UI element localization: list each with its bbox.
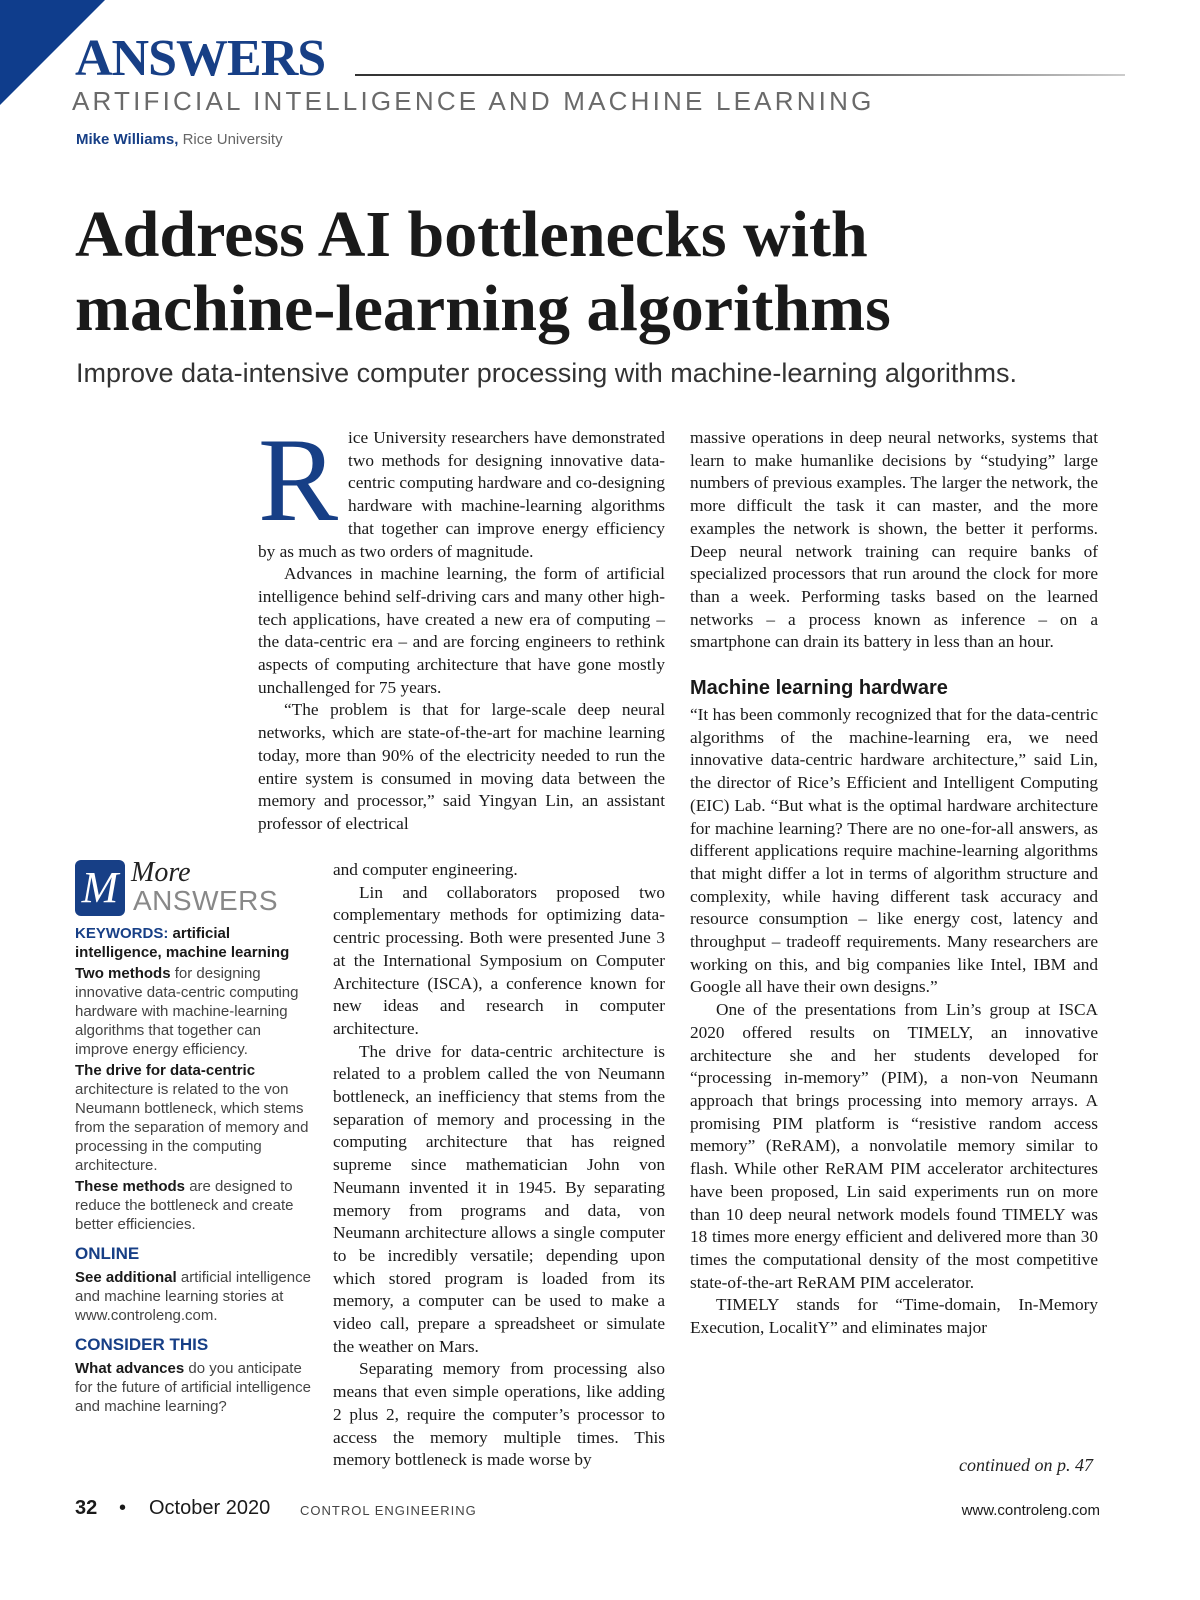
header-rule bbox=[355, 74, 1125, 76]
article-paragraph: Rice University researchers have demonstrated two methods for designing innovative data-centric computing hardware and co-designing hardware with machine-learning algorithms that together can improve energy efficiency by as much as two orders of magnitude. bbox=[258, 413, 665, 561]
drop-cap: R bbox=[258, 413, 339, 546]
article-paragraph: The drive for data-centric architecture is related to a problem called the von Neumann bottleneck, an inefficiency that stems from the separation of memory and processing in the computing architecture that has reigned supreme since mathematician John von Neumann invented it in 1945. By separating memory from programs and data, von Neumann architecture allows a single computer to be incredibly versatile; depending upon which stored program is loaded from its memory, a computer can be used to make a video call, prepare a spreadsheet or simulate the weather on Mars. bbox=[333, 1041, 665, 1356]
article-paragraph: Advances in machine learning, the form of artificial intelligence behind self-driving cars and many other high-tech applications, have created a new era of computing – the data-centric era – and are forcing engineers to rethink aspects of computing architecture that have gone mostly unchallenged for 75 years. bbox=[258, 564, 665, 697]
keywords bbox=[75, 924, 315, 962]
article-paragraph: massive operations in deep neural networks, systems that learn to make humanlike decisions by “studying” large numbers of previous examples. The larger the network, the more difficult the task it can master, and the more examples the network is shown, the better it performs. Deep neural network training can require banks of specialized processors that run around the clock for more than a week. Performing tasks based on the learned networks – a process known as inference – on a smartphone can drain its battery in less than an hour. bbox=[690, 428, 1098, 652]
subheading: Machine learning hardware bbox=[690, 677, 948, 700]
article-headline: Address AI bottlenecks with machine-learning algorithms bbox=[75, 198, 891, 345]
continued-link[interactable]: continued on p. 47 bbox=[959, 1455, 1093, 1475]
footer-bullet: • bbox=[119, 1497, 127, 1519]
key-point: The drive for data-centric architecture is related to the von Neumann bottleneck, which stems from the separation of memory and processing in the computing architecture. bbox=[75, 1062, 309, 1174]
article-paragraph: and computer engineering. bbox=[333, 860, 518, 879]
logo-answers-text: ANSWERS bbox=[133, 885, 279, 916]
key-point: These methods are designed to reduce the bottleneck and create better efficiencies. bbox=[75, 1178, 294, 1233]
article-paragraph: TIMELY stands for “Time-domain, In-Memory Execution, LocalitY” and eliminates major bbox=[690, 1295, 1098, 1338]
author-name: Mike Williams, bbox=[76, 131, 179, 148]
article-paragraph: Lin and collaborators proposed two complementary methods for optimizing data-centric processing. Both were presented June 3 at the International Symposium on Computer Architecture (ISCA), a conference known for new ideas and research in computer architecture. bbox=[333, 882, 665, 1038]
article-paragraph: “The problem is that for large-scale deep neural networks, which are state-of-the-art for machine learning today, more than 90% of the electricity needed to run the entire system is consumed in moving data between the memory and processor,” said Yingyan Lin, an assistant professor of electrical bbox=[258, 700, 665, 833]
m-logo-icon: M bbox=[75, 860, 125, 916]
more-answers-sidebar bbox=[75, 858, 315, 1418]
issue-date: October 2020 bbox=[149, 1497, 271, 1519]
section-label: ANSWERS bbox=[75, 30, 326, 87]
logo-more-text: More bbox=[131, 857, 191, 888]
keywords-label: KEYWORDS: bbox=[75, 925, 169, 942]
article-column-2 bbox=[690, 427, 1098, 1340]
page-number: 32 bbox=[75, 1497, 98, 1519]
article-paragraph: Separating memory from processing also means that even simple operations, like adding 2 plus 2, require the computer’s processor to access the memory multiple times. This memory bottleneck is made worse by bbox=[333, 1359, 665, 1470]
consider-text: What advances do you anticipate for the future of artificial intelligence and machine learning? bbox=[75, 1360, 311, 1415]
consider-heading: CONSIDER THIS bbox=[75, 1335, 209, 1354]
more-answers-logo bbox=[75, 858, 315, 918]
article-paragraph: One of the presentations from Lin’s group at ISCA 2020 offered results on TIMELY, an innovative architecture she and her students developed for “processing in-memory” (PIM), a non-von Neumann approach that brings processing into memory arrays. A promising PIM platform is “resistive random access memory” (ReRAM), a nonvolatile memory similar to flash. While other ReRAM PIM accelerator architectures have been proposed, Lin said experiments run on more than 10 deep neural network models found TIMELY was 18 times more energy efficient and delivered more than 30 times the computational density of the most competitive state-of-the-art ReRAM PIM accelerator. bbox=[690, 1000, 1098, 1292]
section-title: ARTIFICIAL INTELLIGENCE AND MACHINE LEARNING bbox=[72, 86, 875, 116]
keywords-value: artificial intelligence, machine learning bbox=[75, 925, 290, 961]
key-point: Two methods for designing innovative data-centric computing hardware with machine-learning algorithms that together can improve energy efficiency. bbox=[75, 965, 299, 1058]
article-column-1-continued bbox=[333, 859, 665, 1472]
byline bbox=[76, 131, 283, 148]
author-affiliation: Rice University bbox=[182, 131, 283, 148]
article-deck: Improve data-intensive computer processing with machine-learning algorithms. bbox=[76, 358, 1017, 388]
article-column-1 bbox=[258, 413, 665, 836]
footer-url[interactable]: www.controleng.com bbox=[961, 1502, 1100, 1519]
online-heading: ONLINE bbox=[75, 1244, 140, 1263]
article-paragraph: “It has been commonly recognized that for the data-centric algorithms of the machine-learning era, we need innovative data-centric hardware architecture,” said Lin, the director of Rice’s Efficient and Intelligent Computing (EIC) Lab. “But what is the optimal hardware architecture for machine learning? There are no one-for-all answers, as different applications require machine-learning algorithms that might differ a lot in terms of algorithm structure and complexity, while having different task accuracy and resource consumption – like energy cost, latency and throughput – tradeoff requirements. Many researchers are working on this, and big companies like Intel, IBM and Google all have their own designs.” bbox=[690, 705, 1098, 997]
online-text[interactable]: See additional artificial intelligence and machine learning stories at www.controleng.com. bbox=[75, 1269, 311, 1324]
page-footer bbox=[75, 1497, 1100, 1525]
magazine-name: CONTROL ENGINEERING bbox=[300, 1503, 477, 1518]
